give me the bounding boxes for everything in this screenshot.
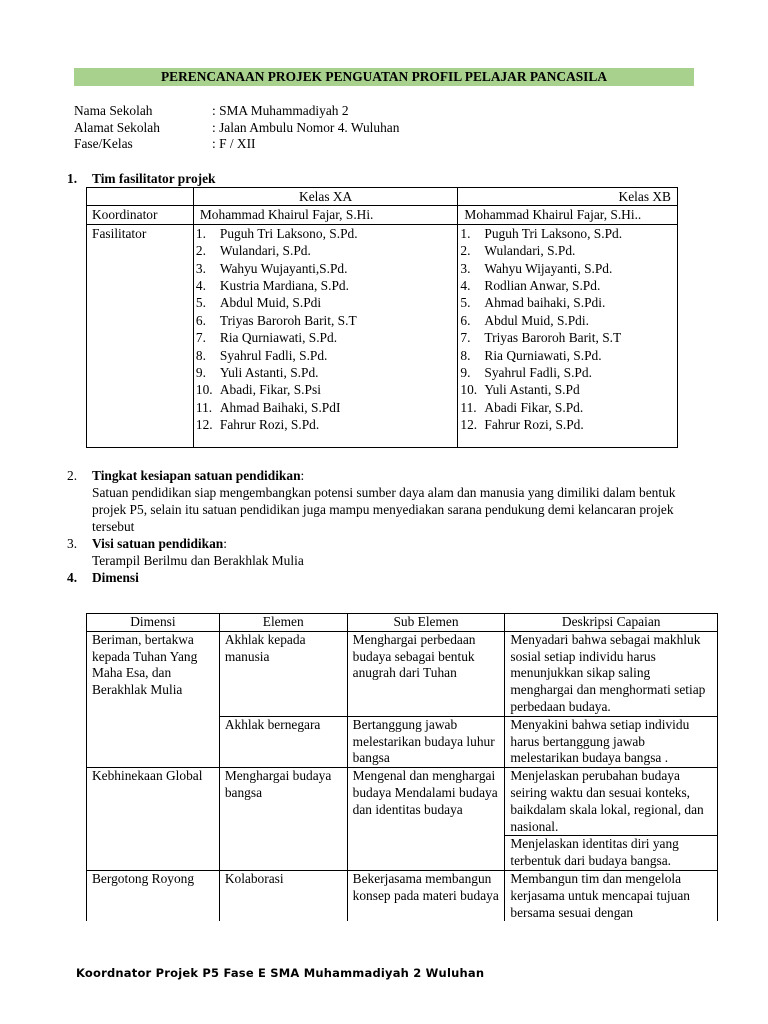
facilitator-name: Fahrur Rozi, S.Pd. xyxy=(484,417,584,433)
facilitator-name: Abdul Muid, S.Pdi. xyxy=(484,312,589,328)
facilitator-name: Syahrul Fadli, S.Pd. xyxy=(484,365,592,381)
table-header-row xyxy=(87,188,678,206)
facilitator-name: Fahrur Rozi, S.Pd. xyxy=(219,417,320,433)
section-title: Tingkat kesiapan satuan pendidikan xyxy=(92,468,301,483)
item-number: 9. xyxy=(460,365,471,381)
header-kelas-xb: Kelas XB xyxy=(458,188,678,206)
section-2 xyxy=(67,467,692,535)
deskripsi-cell: Membangun tim dan mengelola kerjasama untuk mencapai tujuan bersama sesuai dengan xyxy=(505,870,718,921)
item-number: 1. xyxy=(460,225,471,241)
colon: : xyxy=(223,536,227,551)
info-label: Alamat Sekolah xyxy=(74,119,160,135)
facilitator-name: Wahyu Wujayanti,S.Pd. xyxy=(219,260,348,276)
facilitator-name: Wulandari, S.Pd. xyxy=(219,243,311,259)
item-number: 10. xyxy=(460,382,478,398)
elemen-cell: Menghargai budaya bangsa xyxy=(219,768,347,871)
deskripsi-cell: Menjelaskan identitas diri yang terbentuk dari budaya bangsa. xyxy=(505,836,718,871)
row-label: Fasilitator xyxy=(87,224,194,447)
facilitator-item xyxy=(196,294,454,311)
section-4-heading xyxy=(67,569,139,586)
info-value: : F / XII xyxy=(212,136,256,151)
facilitator-item xyxy=(460,225,673,242)
dimensi-cell: Kebhinekaan Global xyxy=(87,768,220,871)
section-title: Tim fasilitator projek xyxy=(92,171,216,186)
table-row xyxy=(87,768,718,836)
section-number: 4. xyxy=(67,570,78,585)
dimension-table xyxy=(86,613,718,921)
table-row xyxy=(87,870,718,921)
header-elemen: Elemen xyxy=(219,614,347,632)
section-title: Visi satuan pendidikan xyxy=(92,536,224,551)
fasilitator-list-xa xyxy=(193,224,458,447)
school-info xyxy=(74,103,399,153)
header-dimensi: Dimensi xyxy=(87,614,220,632)
facilitator-name: Yuli Astanti, S.Pd. xyxy=(219,365,319,381)
facilitator-item xyxy=(460,416,673,433)
facilitator-name: Triyas Baroroh Barit, S.T xyxy=(219,312,357,328)
facilitator-item xyxy=(196,399,454,416)
facilitator-name: Syahrul Fadli, S.Pd. xyxy=(219,347,328,363)
item-number: 3. xyxy=(460,260,471,276)
koordinator-xa: Mohammad Khairul Fajar, S.Hi. xyxy=(193,206,458,224)
item-number: 11. xyxy=(460,399,477,415)
facilitator-item xyxy=(460,277,673,294)
facilitator-name: Ria Qurniawati, S.Pd. xyxy=(484,347,602,363)
item-number: 12. xyxy=(195,417,213,433)
info-row-phase-class xyxy=(74,136,399,153)
facilitator-name: Yuli Astanti, S.Pd xyxy=(484,382,580,398)
table-header-row xyxy=(87,614,718,632)
facilitator-item xyxy=(460,381,673,398)
section-3 xyxy=(67,535,692,569)
section-number: 3. xyxy=(67,536,78,551)
elemen-cell: Kolaborasi xyxy=(219,870,347,921)
info-row-school-name xyxy=(74,103,399,120)
facilitator-name: Abadi Fikar, S.Pd. xyxy=(484,399,584,415)
facilitator-item xyxy=(196,225,454,242)
facilitator-name: Ahmad baihaki, S.Pdi. xyxy=(484,295,606,311)
item-number: 6. xyxy=(195,312,206,328)
facilitator-name: Ahmad Baihaki, S.PdI xyxy=(219,399,341,415)
elemen-cell: Akhlak bernegara xyxy=(219,716,347,767)
section-1-heading xyxy=(67,170,216,187)
sub-elemen-cell: Mengenal dan menghargai budaya Mendalami budaya dan identitas budaya xyxy=(347,768,505,871)
item-number: 2. xyxy=(460,243,471,259)
facilitator-name: Kustria Mardiana, S.Pd. xyxy=(219,278,349,294)
header-sub-elemen: Sub Elemen xyxy=(347,614,505,632)
info-value: : Jalan Ambulu Nomor 4. Wuluhan xyxy=(212,119,400,135)
facilitator-item xyxy=(460,294,673,311)
sub-elemen-cell: Bertanggung jawab melestarikan budaya luhur bangsa xyxy=(347,716,505,767)
item-number: 8. xyxy=(460,347,471,363)
dimensi-cell: Bergotong Royong xyxy=(87,870,220,921)
facilitator-name: Puguh Tri Laksono, S.Pd. xyxy=(219,225,358,241)
info-label: Nama Sekolah xyxy=(74,103,153,118)
facilitator-item xyxy=(196,347,454,364)
colon: : xyxy=(300,468,305,483)
info-row-school-address xyxy=(74,120,399,137)
header-kelas-xa: Kelas XA xyxy=(193,188,458,206)
facilitator-name: Abdul Muid, S.Pdi xyxy=(219,295,322,311)
item-number: 5. xyxy=(460,295,471,311)
facilitator-item xyxy=(460,347,673,364)
item-number: 5. xyxy=(195,295,206,311)
facilitator-item xyxy=(196,312,454,329)
facilitator-name: Puguh Tri Laksono, S.Pd. xyxy=(484,225,623,241)
item-number: 12. xyxy=(460,417,478,433)
table-row xyxy=(87,631,718,716)
table-row-fasilitator xyxy=(87,224,678,447)
facilitator-name: Wulandari, S.Pd. xyxy=(484,243,576,259)
item-number: 4. xyxy=(195,278,206,294)
section-2-body: Satuan pendidikan siap mengembangkan potensi sumber daya alam dan manusia yang dimiliki dalam bentuk projek P5, selain itu satuan pendidikan juga mampu menyediakan sarana pendukung demi kelancaran projek tersebut xyxy=(92,485,676,534)
deskripsi-cell: Menyakini bahwa setiap individu harus bertanggung jawab melestarikan budaya bangsa . xyxy=(505,716,718,767)
facilitator-name: Triyas Baroroh Barit, S.T xyxy=(484,330,622,346)
facilitator-name: Ria Qurniawati, S.Pd. xyxy=(219,330,338,346)
deskripsi-cell: Menyadari bahwa sebagai makhluk sosial setiap individu harus menunjukkan sikap saling menghargai dan menghormati setiap perbedaan budaya. xyxy=(505,631,718,716)
section-number: 1. xyxy=(67,171,78,186)
facilitator-item xyxy=(196,242,454,259)
item-number: 4. xyxy=(460,278,471,294)
section-3-heading xyxy=(67,535,692,552)
sub-elemen-cell: Bekerjasama membangun konsep pada materi budaya xyxy=(347,870,505,921)
fasilitator-list-xb xyxy=(458,224,678,447)
table-row-koordinator xyxy=(87,206,678,224)
sub-elemen-cell: Menghargai perbedaan budaya sebagai bentuk anugrah dari Tuhan xyxy=(347,631,505,716)
facilitator-name: Wahyu Wijayanti, S.Pd. xyxy=(484,260,613,276)
facilitator-item xyxy=(460,399,673,416)
deskripsi-cell: Menjelaskan perubahan budaya seiring waktu dan sesuai konteks, baikdalam skala lokal, regional, dan nasional. xyxy=(505,768,718,836)
facilitator-item xyxy=(460,260,673,277)
facilitator-item xyxy=(196,364,454,381)
facilitator-item xyxy=(196,381,454,398)
elemen-cell: Akhlak kepada manusia xyxy=(219,631,347,716)
document-title: PERENCANAAN PROJEK PENGUATAN PROFIL PELAJAR PANCASILA xyxy=(74,68,694,86)
item-number: 8. xyxy=(195,347,206,363)
facilitator-item xyxy=(460,312,673,329)
dimensi-cell: Beriman, bertakwa kepada Tuhan Yang Maha Esa, dan Berakhlak Mulia xyxy=(87,631,220,767)
facilitator-name: Abadi, Fikar, S.Psi xyxy=(219,382,321,398)
koordinator-xb: Mohammad Khairul Fajar, S.Hi.. xyxy=(458,206,678,224)
facilitator-name: Rodlian Anwar, S.Pd. xyxy=(484,278,601,294)
header-empty-cell xyxy=(87,188,194,206)
item-number: 6. xyxy=(460,312,471,328)
item-number: 1. xyxy=(195,225,206,241)
item-number: 7. xyxy=(195,330,206,346)
item-number: 10. xyxy=(195,382,213,398)
info-value: : SMA Muhammadiyah 2 xyxy=(212,103,349,118)
page-footer: Koordnator Projek P5 Fase E SMA Muhammadiyah 2 Wuluhan xyxy=(76,966,485,980)
section-number: 2. xyxy=(67,468,78,483)
item-number: 11. xyxy=(195,399,213,415)
row-label: Koordinator xyxy=(87,206,194,224)
header-deskripsi: Deskripsi Capaian xyxy=(505,614,718,632)
item-number: 9. xyxy=(195,365,206,381)
section-title: Dimensi xyxy=(92,570,139,585)
facilitator-item xyxy=(460,329,673,346)
facilitator-item xyxy=(460,364,673,381)
facilitator-item xyxy=(196,277,454,294)
facilitator-item xyxy=(196,329,454,346)
facilitator-item xyxy=(196,416,454,433)
item-number: 7. xyxy=(460,330,471,346)
section-2-heading xyxy=(67,467,692,484)
item-number: 3. xyxy=(195,260,206,276)
section-3-body: Terampil Berilmu dan Berakhlak Mulia xyxy=(92,553,304,568)
facilitator-item xyxy=(460,242,673,259)
facilitator-team-table xyxy=(86,187,678,448)
facilitator-item xyxy=(196,260,454,277)
info-label: Fase/Kelas xyxy=(74,136,133,151)
item-number: 2. xyxy=(195,243,206,259)
